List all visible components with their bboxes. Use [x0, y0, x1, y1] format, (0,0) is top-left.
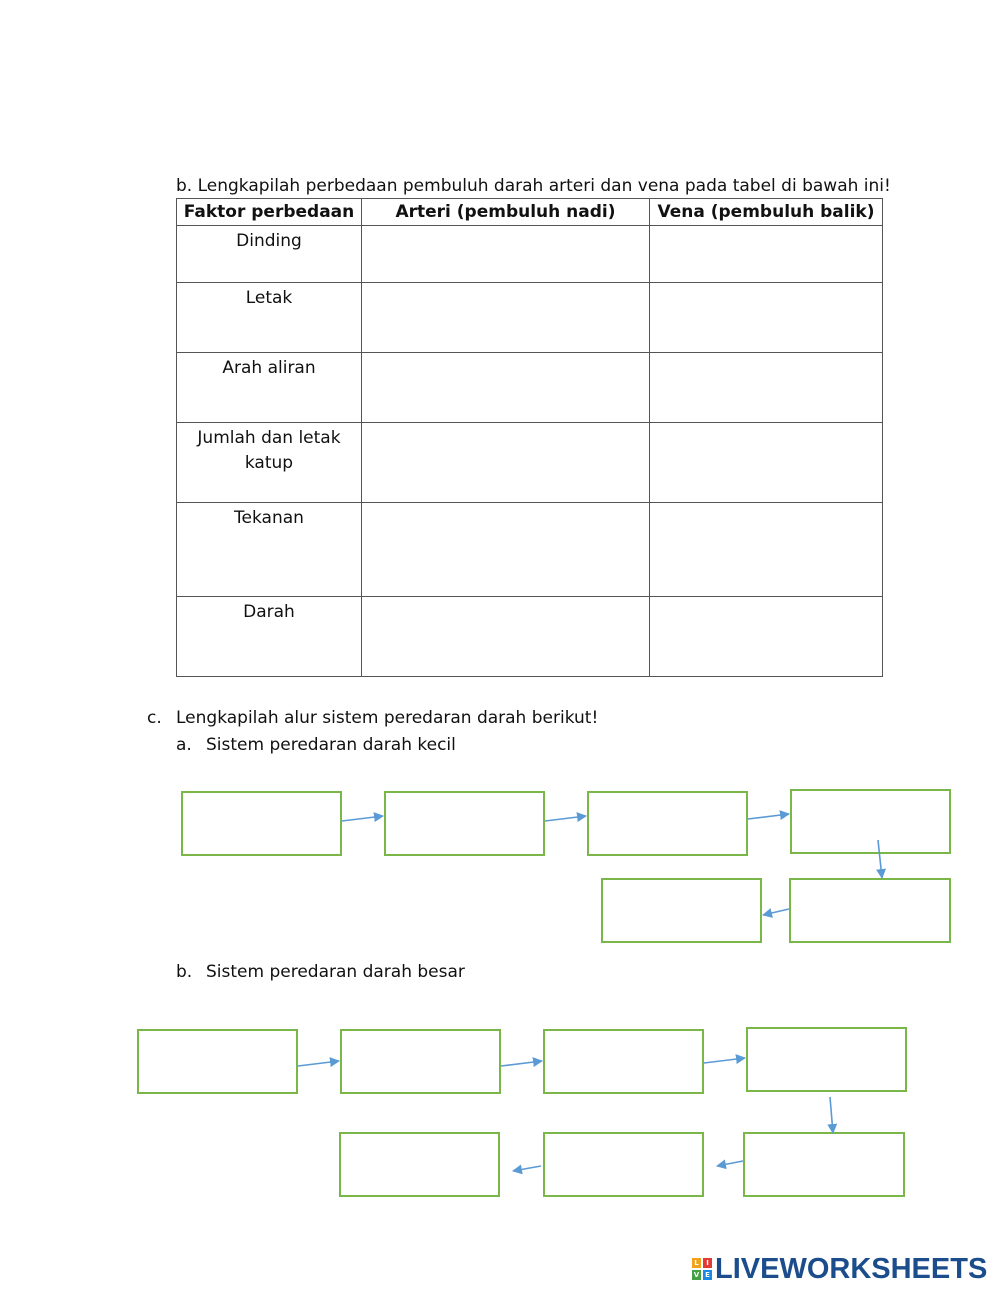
arrow-icon [763, 909, 789, 915]
table-instruction: b. Lengkapilah perbedaan pembuluh darah arteri dan vena pada tabel di bawah ini! [176, 176, 891, 196]
factor-cell: Letak [177, 283, 362, 353]
sub-a-marker: a. [176, 735, 192, 755]
factor-cell: Arah aliran [177, 353, 362, 423]
arrow-icon [830, 1097, 833, 1133]
sub-a-title: Sistem peredaran darah kecil [206, 735, 456, 755]
arrow-icon [717, 1161, 743, 1166]
factor-cell: Jumlah dan letak katup [177, 423, 362, 503]
arrow-icon [748, 814, 789, 819]
arrow-icon [878, 840, 882, 878]
header-arteri: Arteri (pembuluh nadi) [362, 199, 650, 226]
sub-b-marker: b. [176, 962, 193, 982]
arrow-icon [513, 1166, 541, 1171]
factor-cell: Darah [177, 597, 362, 677]
sub-b-title: Sistem peredaran darah besar [206, 962, 465, 982]
arrow-icon [545, 816, 586, 821]
factor-cell: Tekanan [177, 503, 362, 597]
section-c-instruction: Lengkapilah alur sistem peredaran darah berikut! [176, 708, 599, 728]
logo-mark-icon: L I V E [692, 1258, 712, 1280]
header-faktor: Faktor perbedaan [177, 199, 362, 226]
liveworksheets-logo [692, 1252, 987, 1286]
factor-cell: Dinding [177, 226, 362, 283]
header-vena: Vena (pembuluh balik) [650, 199, 883, 226]
section-c-marker: c. [147, 708, 162, 728]
arrow-icon [704, 1058, 745, 1063]
arrow-icon [501, 1061, 542, 1066]
logo-text: LIVEWORKSHEETS [715, 1252, 988, 1285]
arrow-icon [298, 1061, 339, 1066]
arrow-icon [342, 816, 383, 821]
